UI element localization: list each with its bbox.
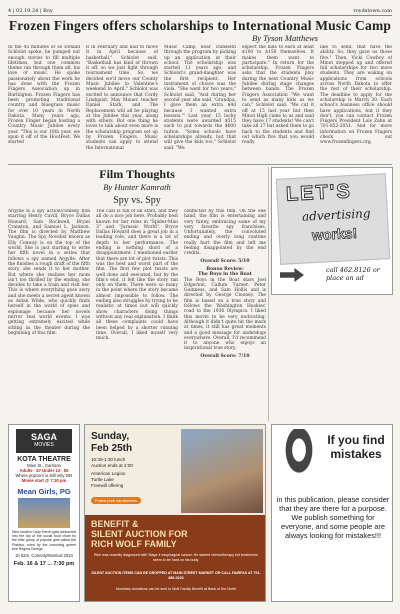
benefit-food-pill: Pulled pork sandwiches: [91, 497, 141, 504]
article-headline: Frozen Fingers offers scholarships to International Music Camp: [8, 18, 392, 33]
article-column-3: Music Camp near Dunseith through the program by picking up an application at their school. The scholarship was started 11 years ago, and Schlolot's grand-daughter was the first recipient. Her instrument of choice was the viola. "She went for two years," Schlolot said, "And during her second year she said, 'Grandpa, I gave them an extra $40 because I wanted extra lessons.'" Last year, 15 lucky students were awarded $515 each to put towards the $600 tuition. "Some schools have scholarships already, but that will give the kids too," Schlolot said. "We: [164, 45, 236, 151]
arrow-icon: [280, 268, 304, 282]
benefit-venue-1: American Legion: [91, 471, 126, 476]
article-column-2: it in February and had to move it in April because of basketball," Schlolot said. "Basketball has kind of thrown it off, so we just fight through tournament time. So, we decided we'd move our County Music Jubilee to Valentine's weekend to April." Schlolot was excited to announce that Cordy Lindquist, May Mauer, teacher Daniel Stark, and The Replacement will all be playing at the Jubilee this year, along with others. But one thing he loves to talk about even more is the scholarship program set up by Frozen Fingers. Music students can apply to attend the International: [86, 45, 158, 151]
benefit-auction: Auction ends at 2:00: [91, 463, 133, 468]
film-headline: Film Thoughts: [99, 167, 175, 181]
movie-genre: 1h 52m, Comedy/Musical 2024: [15, 553, 73, 559]
benefit-title-2: SILENT AUCTION FOR: [91, 529, 188, 539]
page-date: 4 | 02.19.24 | Roy: [8, 7, 53, 14]
film-column-2: The cast is full of all stars, and they all do a nice job here. Probably best known for her roles in "Spider-Man 3" and "Jurassic World", Bryce Dallas Howard does a great job in a leading role, and there is a lot of depth to her performance. The ending is nothing short of a disappointment. I mentioned earlier that there are lot of plot twists. This was the best and worst part of the film. The first few plot twists are well done and executed, but by the film's end, it felt like the story ran only on them. There were so many in the point where the story became almost impossible to follow. The ending also struggles by trying to be realistic at times but will quickly show characters doing things without any real explanation. I think all these complaints could have been helped by a shorter running time. Overall, I liked myself very much.: [96, 209, 178, 342]
mistakes-headline: If you find mistakes: [327, 433, 385, 461]
benefit-time: 10:30-1:30 lunch: [91, 457, 126, 462]
theatre-name: KOTA THEATRE: [17, 456, 71, 463]
film-col3b-text: The Boys in the Boat stars Joel Edgerton, Callum Turner, Peter Guinness, and Sam Hollis and is directed by George Clooney. The film is based on a true story and follows the Washington Huskies' road to the 1936 Olympics. I liked this movie to be very motivating. Although it didn't quite hit the mark at times, it still has great moments and a good message for underdogs everywhere. Overall, I'd recommend it to anyone who enjoys an inspirational true story.: [184, 277, 266, 352]
film-column-1: Argylle is a spy action/comedy film starring Henry Cavill, Bryce Dallas Howard, Sam Rockwell, Bryan Cranston, and Samuel L. Jackson. The film is directed by Matthew Vaughn. The Spy Novelist known as Elly Conway is on the top of the world. She is just starting to write her fifth novel in a series that follows a spy named Argylle. After the finishes a rough draft of the fifth story, she sends it to her mother. But where she realizes her mom isn't too thrilled by the ending, she decides to take a train and visit her. This is where everything goes awry and she meets a secret agent known as Aidan Wilde, who quickly finds herself in the world of spies and espionage because her novels mirror real world events. I was getting extremely excited while sitting in the theater during the beginning of this film.: [8, 209, 90, 336]
movie-title: Mean Girls, PG: [17, 487, 71, 496]
advertising-works-ad: [271, 167, 393, 295]
saga-logo-sub: MOVIES: [34, 442, 54, 448]
benefit-band: [85, 515, 266, 602]
benefit-date-value: Feb 25th: [91, 443, 133, 454]
movie-poster: [18, 498, 70, 528]
benefit-venue-3: Freewill offering: [91, 483, 124, 488]
movie-description: New student Cady Heron gets welcomed into the top of the social food chain by the elite group of popular girls called the Plastics, ruled by the conniving queen bee Regina George.: [12, 530, 76, 551]
column-divider: [268, 167, 269, 421]
article-column-1: In the 45 minutes or so Donald Schlolot spoke, he pumped out enough stories to fill multiple lifetimes, but one common theme ran through them all, his love of music. He spoke passionately about the work he has done with the Frozen Fingers Association up in Burlington. Frozen Fingers has been promoting traditional country and bluegrass music for over 10 years in North Dakota. Many years ago, Frozen Finger began hosting a Country Music Jubilee every year. "This is our 10th year, we spun it off of the HootFest. We started: [8, 45, 80, 146]
benefit-paragraph-2: SILENT AUCTION ITEMS CAN BE DROPPED AT MAIN STREET MARKET OR CALL FAIRFAX AT 701-880-0100: [91, 571, 261, 580]
benefit-venue-2: Turtle Lake: [91, 477, 114, 482]
bonus-review-label: Bonus Review:: [206, 266, 244, 272]
benefit-title-3: RICH WOLF FAMILY: [91, 539, 177, 549]
page-header: [8, 6, 392, 16]
article-column-4: expect the kids to earn at least $100 to $150 themselves. It makes them want to participate." In return for the scholarship, Frozen Fingers asks that the students play during the next Country Music Jubilee during stage changes between bands. The Frozen Fingers Association "We want to send as many kids as we can," Schlolot said. "We cut it off at 15 last year but then Minot High came to us and said they have 17 students! We can't take all 17 but asked them to go back to the students and find out which five that you would really: [242, 45, 314, 146]
film-score-2: Overall Score: 7/10: [200, 353, 250, 359]
movie-ad: [8, 424, 80, 602]
film-byline: By Hunter Kamrath: [103, 182, 171, 192]
ticket-prices: Adults - $7 Under 13 - $5: [19, 468, 69, 473]
film-score-1: Overall Score: 5/10: [200, 258, 250, 264]
benefit-date: [91, 431, 132, 455]
benefit-paragraph-3: Monetary donations can be sent to Wolf Family Benefit at Bank of the North: [116, 587, 236, 591]
benefit-title-1: BENEFIT &: [91, 519, 139, 529]
film-col3-text: conflicted by this film. On the one hand, the film is entertaining and very funny, embracing some of my very favorite spy franchises. Unfortunately, the convoluted ending and overly long runtime really hurt the film and left me feeling disappointed by the end credits.: [184, 209, 266, 257]
benefit-day: Sunday,: [91, 431, 130, 442]
popcorn-note: Where popcorn is still only 50¢: [15, 473, 73, 478]
bonus-review-title: The Boys in the Boat: [198, 272, 252, 278]
movie-dates: Feb. 16 & 17 ... 7:30 pm: [13, 561, 75, 568]
saga-logo: [16, 429, 72, 453]
ad-call-text: call 462.8126 or place an ad: [326, 266, 380, 282]
article-column-5: like to send, that have the ability. So, they gave us those five." Then, Vicki Cowboy of Minot stepped up and offered full scholarships for two more students. They are waking on applications from schools across North Dakota to offer the rest of their scholarship. The deadline to apply for the scholarship is March 30. Each school's business office should have applications, but if they don't, you can contact Frozen Fingers President Lois Zahn at 701-852-2051. And for more information on Frozen Fingers check out www.frozenfingers.org.: [320, 45, 392, 146]
section-divider: [8, 164, 392, 165]
showtime: Movie start @ 7:30 pm: [21, 478, 67, 483]
article-byline: By Tyson Matthews: [252, 33, 318, 43]
benefit-ad: [84, 424, 266, 602]
film-title: Spy vs. Spy: [113, 195, 161, 206]
bear-icon: [276, 429, 322, 489]
mistakes-ad: [271, 424, 393, 602]
film-column-3: [184, 209, 266, 421]
benefit-title: [91, 519, 188, 549]
ad-lets-text: LET'S: [285, 180, 353, 206]
mistakes-body: in this publication, please consider that they are there for a purpose. We publish something for everyone, and some people are always looking for mistakes!!!: [276, 495, 390, 540]
saga-logo-top: SAGA: [30, 432, 57, 442]
site-name: roydstown.com: [353, 7, 392, 14]
theatre-address: Main St., Garrison: [27, 463, 61, 468]
ad-works-text: works!: [311, 224, 358, 244]
family-photo: [181, 429, 263, 513]
benefit-paragraph-1: Rich was recently diagnosed with Stage 4 esophageal cancer. He started chemotherapy but treatments seem to be hard on his body.: [93, 553, 258, 562]
ad-advertising-text: advertising: [301, 206, 371, 224]
